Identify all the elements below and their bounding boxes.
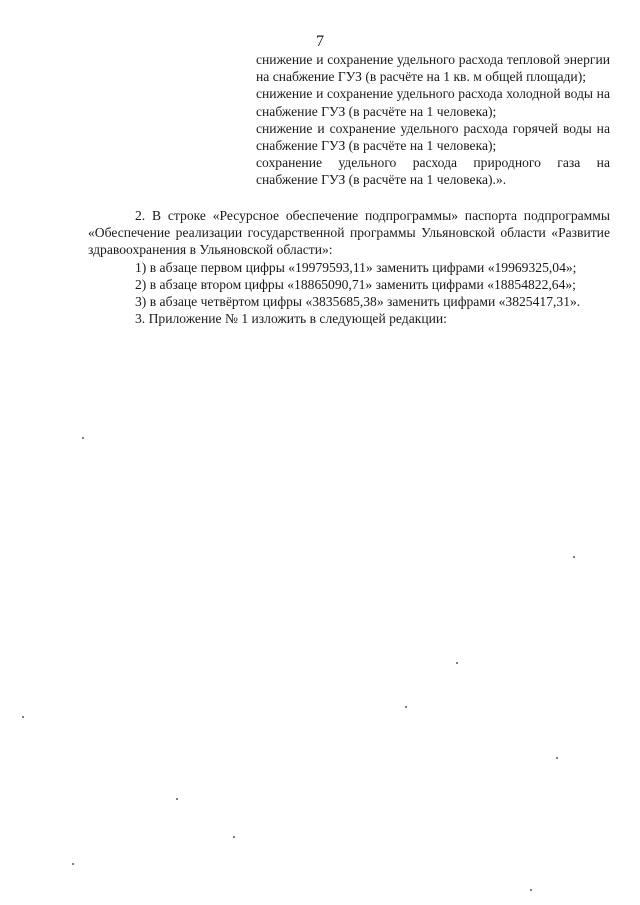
scan-speck [456,662,458,664]
indicator-item: снижение и сохранение удельного расхода холодной воды на снабжение ГУЗ (в расчёте на 1 человека); [256,86,610,119]
section-2-item: 1) в абзаце первом цифры «19979593,11» заменить цифрами «19969325,04»; [135,259,577,275]
scan-speck [72,863,74,865]
document-body [88,207,610,327]
indicator-item: сохранение удельного расхода природного газа на снабжение ГУЗ (в расчёте на 1 человека).». [256,155,610,188]
section-2-paragraph: 2. В строке «Ресурсное обеспечение подпрограммы» паспорта подпрограммы «Обеспечение реализации государственной программы Ульяновской области «Развитие здравоохранения в Ульяновской области»: [88,208,610,258]
scan-speck [573,556,575,558]
section-2-item: 2) в абзаце втором цифры «18865090,71» заменить цифрами «18854822,64»; [135,276,576,292]
page-number: 7 [316,33,324,50]
scan-speck [530,889,532,891]
section-2-item: 3) в абзаце четвёртом цифры «3835685,38» заменить цифрами «3825417,31». [135,294,581,310]
scan-speck [82,437,84,439]
indicator-item: снижение и сохранение удельного расхода горячей воды на снабжение ГУЗ (в расчёте на 1 человека); [256,120,610,154]
indicator-item: снижение и сохранение удельного расхода тепловой энергии на снабжение ГУЗ (в расчёте на 1 кв. м общей площади); [256,52,610,85]
scan-speck [22,716,24,718]
scan-speck [233,836,235,838]
scan-speck [176,798,178,800]
scan-speck [405,706,407,708]
section-3-paragraph: 3. Приложение № 1 изложить в следующей редакции: [135,311,447,327]
indicator-list [256,51,610,189]
scan-speck [556,757,558,759]
